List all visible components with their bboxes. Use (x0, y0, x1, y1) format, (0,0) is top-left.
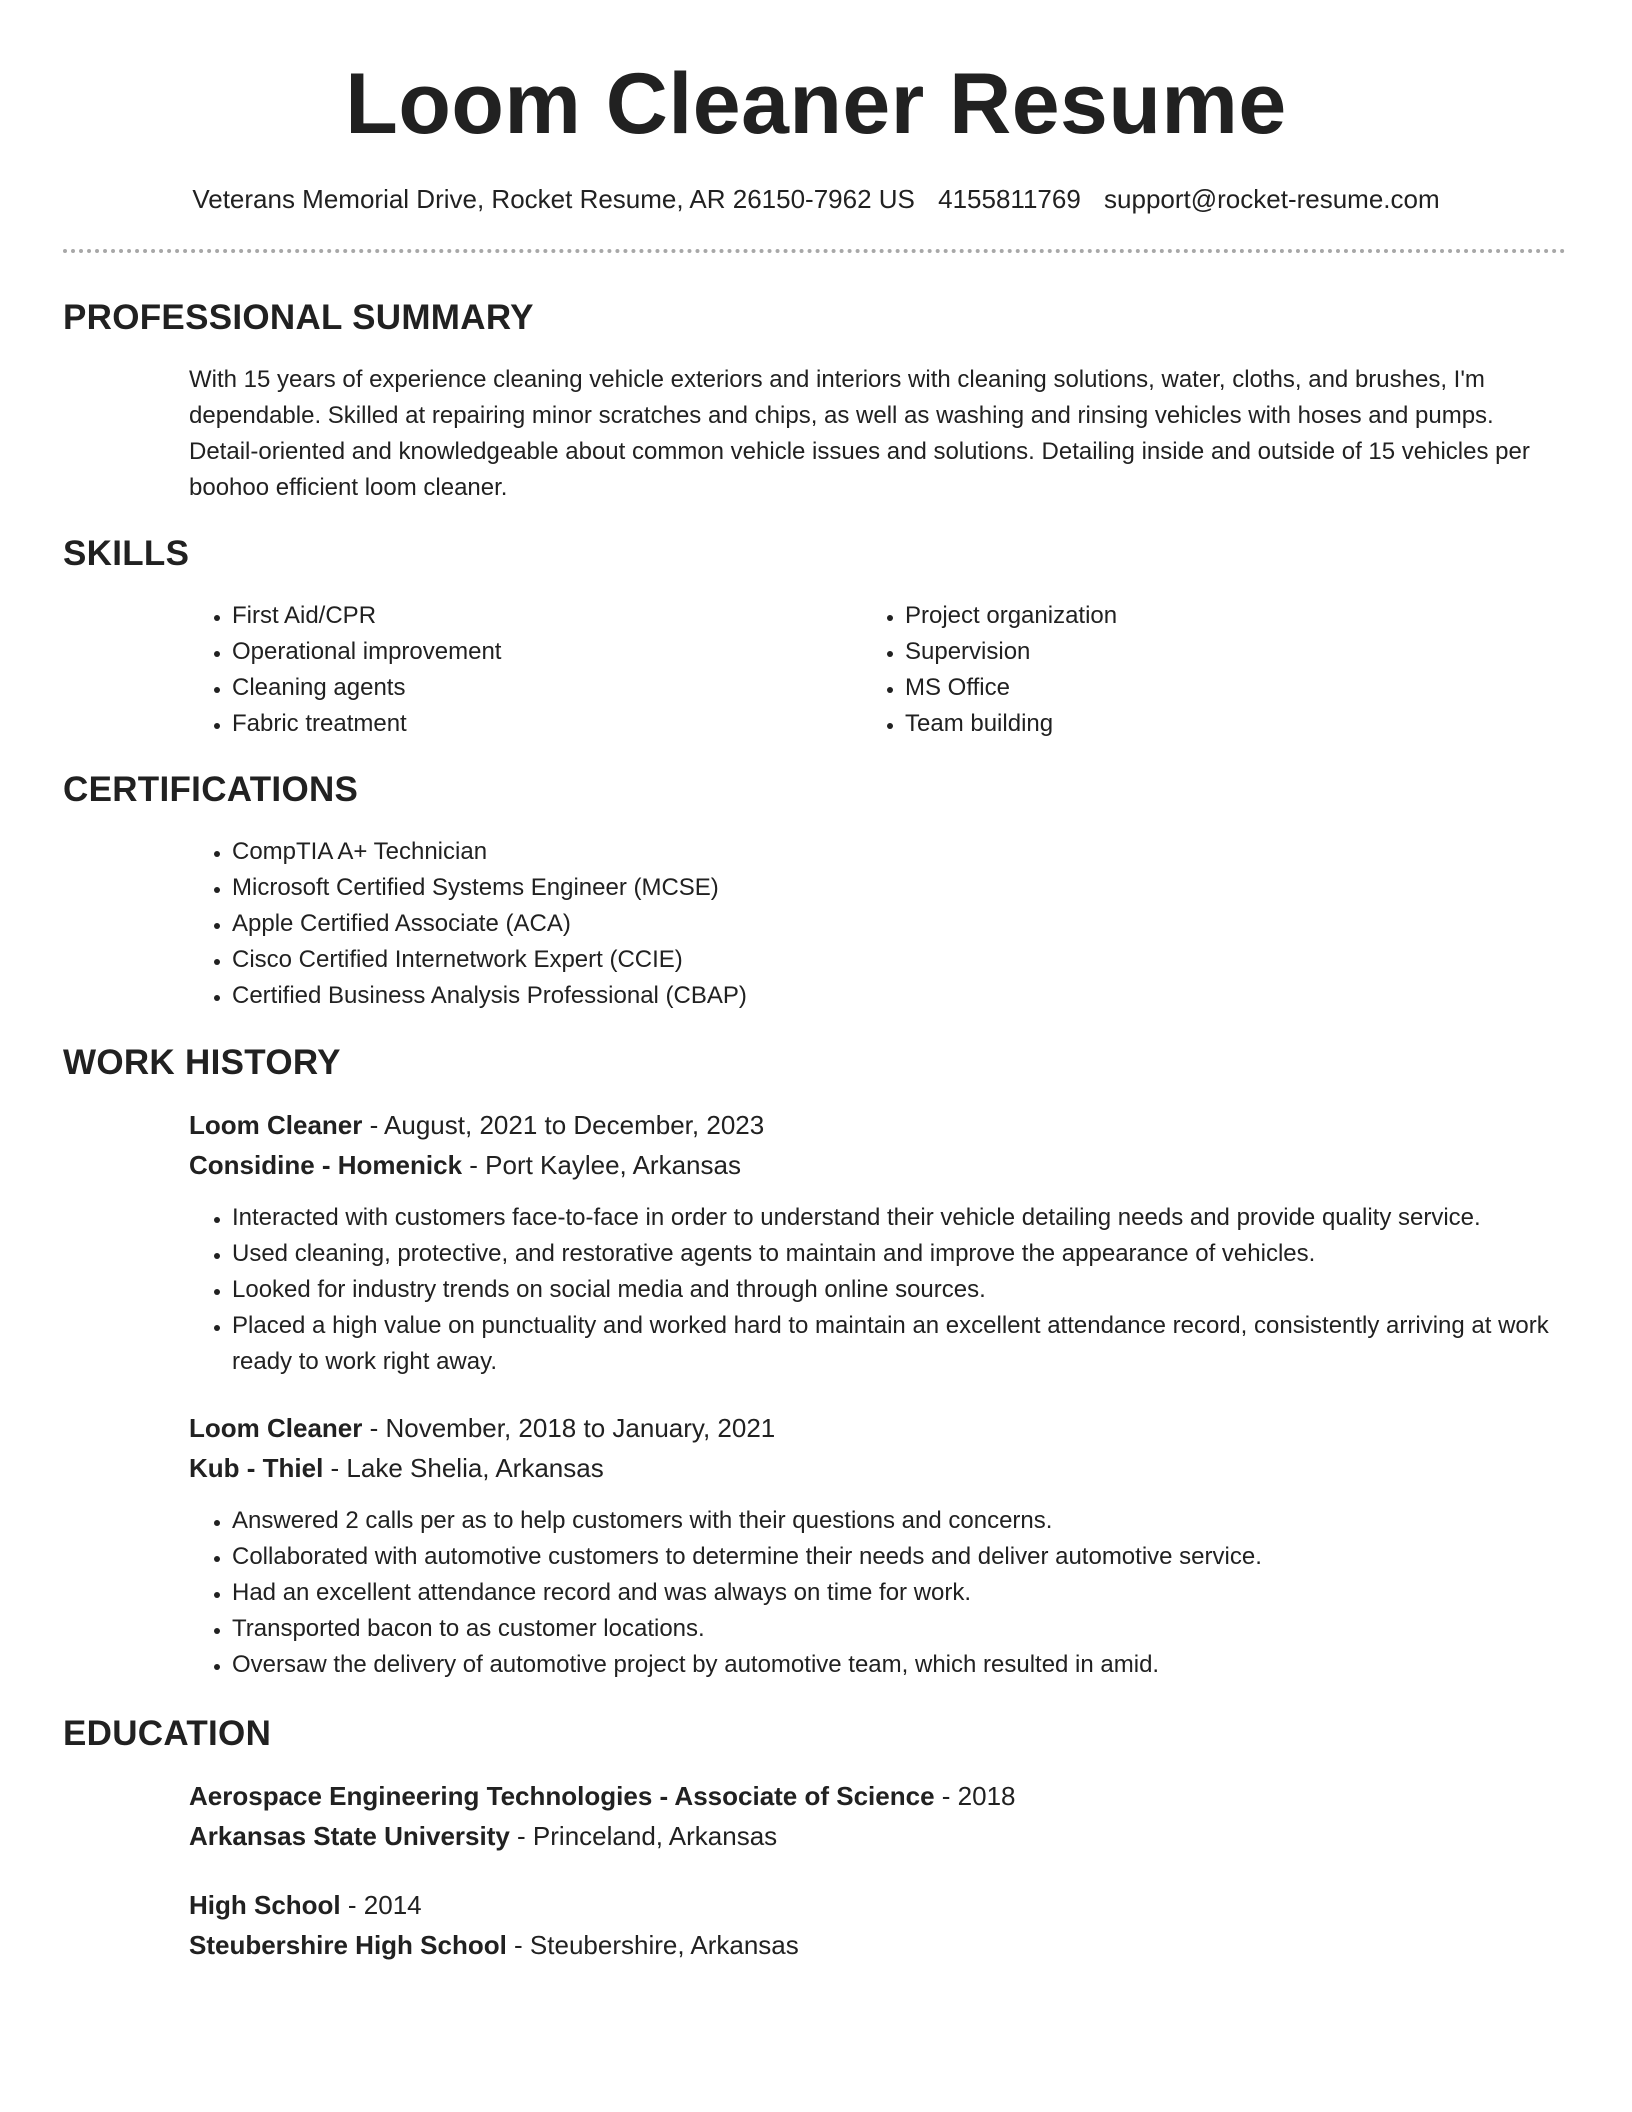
education-location: - Princeland, Arkansas (509, 1821, 778, 1851)
job-dates: - August, 2021 to December, 2023 (362, 1110, 765, 1140)
job-bullet: • Interacted with customers face-to-face in order to understand their vehicle detailing needs and provide quality service. (232, 1200, 1612, 1236)
job-bullet: • Collaborated with automotive customers to determine their needs and deliver automotive service. (232, 1539, 1612, 1575)
job-title-row (189, 1106, 764, 1144)
job-company: Considine - Homenick (189, 1150, 463, 1180)
education-heading: EDUCATION (63, 1714, 272, 1753)
job-bullets (189, 1200, 1612, 1380)
job-bullet: • Answered 2 calls per as to help customers with their questions and concerns. (232, 1503, 1612, 1539)
education-location: - Steubershire, Arkansas (506, 1930, 799, 1960)
skill-item: • Project organization (905, 598, 1465, 634)
job-bullet: • Transported bacon to as customer locations. (232, 1611, 1612, 1647)
contact-phone: 4155811769 (938, 184, 1081, 214)
certification-item: • Certified Business Analysis Professional (CBAP) (232, 978, 1432, 1014)
skills-list-right (862, 598, 1465, 742)
job-company: Kub - Thiel (189, 1453, 324, 1483)
skill-item: • Supervision (905, 634, 1465, 670)
certifications-list (189, 834, 1432, 1014)
certification-item: • CompTIA A+ Technician (232, 834, 1432, 870)
skill-item: • Fabric treatment (232, 706, 792, 742)
education-degree-row (189, 1886, 422, 1924)
work-history-heading: WORK HISTORY (63, 1043, 341, 1082)
education-school-row (189, 1926, 799, 1964)
skill-item: • MS Office (905, 670, 1465, 706)
job-bullet: • Looked for industry trends on social media and through online sources. (232, 1272, 1612, 1308)
contact-line (0, 180, 1632, 218)
skill-item: • Operational improvement (232, 634, 792, 670)
education-year: - 2014 (340, 1890, 422, 1920)
skills-heading: SKILLS (63, 534, 190, 573)
skill-item: • Team building (905, 706, 1465, 742)
education-school-row (189, 1817, 777, 1855)
job-bullet: • Had an excellent attendance record and was always on time for work. (232, 1575, 1612, 1611)
resume-title: Loom Cleaner Resume (345, 56, 1287, 152)
job-title: Loom Cleaner (189, 1413, 363, 1443)
certifications-heading: CERTIFICATIONS (63, 770, 359, 809)
job-dates: - November, 2018 to January, 2021 (362, 1413, 776, 1443)
job-bullets (189, 1503, 1612, 1683)
education-degree: Aerospace Engineering Technologies - Associate of Science (189, 1781, 935, 1811)
education-school: Steubershire High School (189, 1930, 507, 1960)
header-divider (63, 249, 1566, 253)
certification-item: • Apple Certified Associate (ACA) (232, 906, 1432, 942)
job-title-row (189, 1409, 775, 1447)
job-bullet: • Used cleaning, protective, and restorative agents to maintain and improve the appearance of vehicles. (232, 1236, 1612, 1272)
education-year: - 2018 (934, 1781, 1016, 1811)
job-company-row (189, 1449, 604, 1487)
summary-heading: PROFESSIONAL SUMMARY (63, 298, 534, 337)
skill-item: • First Aid/CPR (232, 598, 792, 634)
contact-address: Veterans Memorial Drive, Rocket Resume, AR 26150-7962 US (192, 184, 915, 214)
job-title: Loom Cleaner (189, 1110, 363, 1140)
certification-item: • Microsoft Certified Systems Engineer (MCSE) (232, 870, 1432, 906)
certification-item: • Cisco Certified Internetwork Expert (CCIE) (232, 942, 1432, 978)
job-bullet: • Placed a high value on punctuality and worked hard to maintain an excellent attendance record, consistently arriving at work ready to work right away. (232, 1308, 1612, 1380)
education-degree-row (189, 1777, 1016, 1815)
job-bullet: • Oversaw the delivery of automotive project by automotive team, which resulted in amid. (232, 1647, 1612, 1683)
education-degree: High School (189, 1890, 341, 1920)
summary-text: With 15 years of experience cleaning vehicle exteriors and interiors with cleaning solutions, water, cloths, and brushes, I'm dependable. Skilled at repairing minor scratches and chips, as well as washing and rinsing vehicles with hoses and pumps. Detail-oriented and knowledgeable about common vehicle issues and solutions. Detailing inside and outside of 15 vehicles per boohoo efficient loom cleaner. (189, 366, 1530, 501)
education-school: Arkansas State University (189, 1821, 510, 1851)
skill-item: • Cleaning agents (232, 670, 792, 706)
job-company-row (189, 1146, 741, 1184)
contact-email: support@rocket-resume.com (1104, 184, 1440, 214)
job-location: - Port Kaylee, Arkansas (462, 1150, 741, 1180)
skills-list-left (189, 598, 792, 742)
job-location: - Lake Shelia, Arkansas (323, 1453, 604, 1483)
